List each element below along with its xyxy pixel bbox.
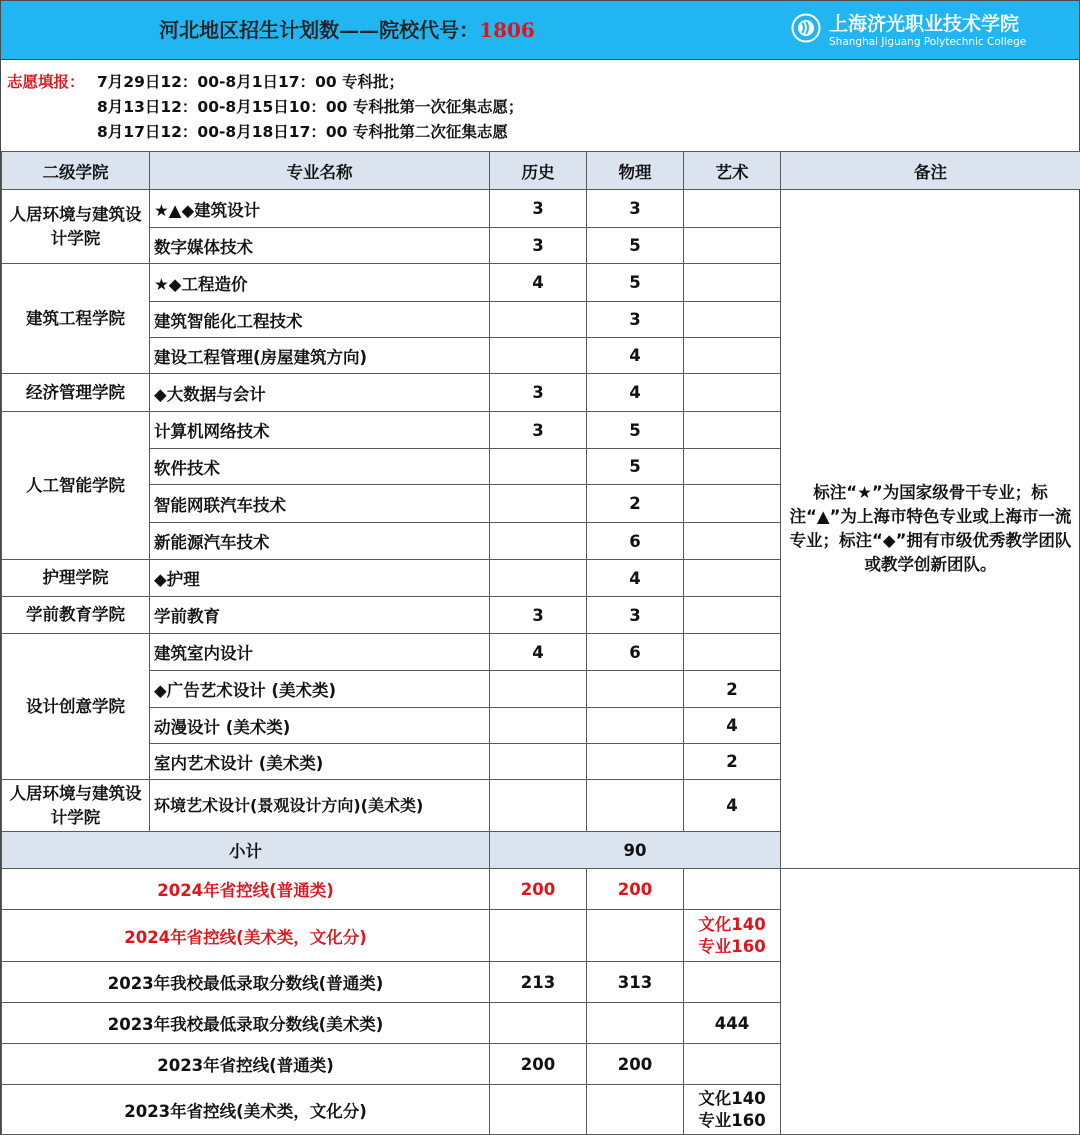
page-title: [1, 1, 693, 59]
college-cell: 人居环境与建筑设计学院: [2, 780, 150, 832]
physics-cell: 4: [587, 560, 684, 597]
col-header-college: 二级学院: [2, 152, 150, 190]
major-cell: 建设工程管理(房屋建筑方向): [150, 338, 490, 374]
history-cell: 4: [490, 264, 587, 302]
major-cell: 学前教育: [150, 597, 490, 634]
remark-empty-cell: [781, 869, 1080, 1135]
history-score: [490, 1085, 587, 1135]
art-cell: [684, 485, 781, 523]
schedule-label: 志愿填报：: [7, 73, 85, 91]
major-cell: 计算机网络技术: [150, 412, 490, 449]
score-label: 2024年省控线(美术类，文化分): [2, 910, 490, 962]
remark-cell: 标注“★”为国家级骨干专业；标注“▲”为上海市特色专业或上海市一流专业；标注“◆”拥有市级优秀教学团队或教学创新团队。: [781, 190, 1080, 869]
physics-cell: 6: [587, 634, 684, 671]
major-cell: ★▲◆建筑设计: [150, 190, 490, 228]
score-label: 2024年省控线(普通类): [2, 869, 490, 910]
subtotal-value: 90: [490, 832, 781, 869]
art-cell: [684, 634, 781, 671]
history-cell: 3: [490, 412, 587, 449]
col-header-physics: 物理: [587, 152, 684, 190]
header-banner: [1, 1, 1079, 60]
art-score: [684, 910, 781, 962]
history-cell: 3: [490, 597, 587, 634]
art-cell: [684, 449, 781, 485]
college-cell: 人居环境与建筑设计学院: [2, 190, 150, 264]
art-score: [684, 1044, 781, 1085]
col-header-art: 艺术: [684, 152, 781, 190]
major-cell: 建筑室内设计: [150, 634, 490, 671]
score-label: 2023年我校最低录取分数线(普通类): [2, 962, 490, 1003]
score-label: 2023年省控线(美术类，文化分): [2, 1085, 490, 1135]
art-cell: 2: [684, 744, 781, 780]
history-cell: [490, 523, 587, 560]
school-code: 1806: [479, 18, 535, 42]
major-cell: 室内艺术设计 (美术类): [150, 744, 490, 780]
history-score: 200: [490, 1044, 587, 1085]
history-cell: [490, 338, 587, 374]
schedule-line-3: 8月17日12：00-8月18日17：00 专科批第二次征集志愿: [97, 123, 508, 141]
physics-cell: [587, 671, 684, 708]
score-label: 2023年省控线(普通类): [2, 1044, 490, 1085]
history-score: [490, 910, 587, 962]
art-score-major: 专业160: [698, 1110, 766, 1130]
art-cell: [684, 302, 781, 338]
art-cell: [684, 374, 781, 412]
art-score: [684, 1085, 781, 1135]
college-cell: 护理学院: [2, 560, 150, 597]
major-cell: ◆护理: [150, 560, 490, 597]
college-cell: 经济管理学院: [2, 374, 150, 412]
college-cell: 建筑工程学院: [2, 264, 150, 374]
art-cell: [684, 338, 781, 374]
major-cell: ◆广告艺术设计 (美术类): [150, 671, 490, 708]
art-score: 444: [684, 1003, 781, 1044]
art-cell: [684, 597, 781, 634]
college-cell: 人工智能学院: [2, 412, 150, 560]
physics-cell: 6: [587, 523, 684, 560]
major-cell: 环境艺术设计(景观设计方向)(美术类): [150, 780, 490, 832]
art-cell: [684, 523, 781, 560]
table-row: [2, 190, 1080, 228]
physics-score: [587, 1085, 684, 1135]
history-cell: 3: [490, 190, 587, 228]
art-cell: 4: [684, 780, 781, 832]
history-score: 200: [490, 869, 587, 910]
history-cell: [490, 780, 587, 832]
history-cell: [490, 744, 587, 780]
art-score-major: 专业160: [698, 936, 766, 956]
art-score-culture: 文化140: [698, 914, 766, 934]
physics-cell: 3: [587, 302, 684, 338]
history-cell: [490, 708, 587, 744]
history-cell: 4: [490, 634, 587, 671]
art-cell: 4: [684, 708, 781, 744]
history-cell: [490, 302, 587, 338]
college-name-en: Shanghai Jiguang Polytechnic College: [829, 36, 1027, 48]
physics-cell: 5: [587, 228, 684, 264]
history-cell: [490, 485, 587, 523]
art-score-culture: 文化140: [698, 1088, 766, 1108]
physics-cell: [587, 780, 684, 832]
schedule-line-1: 7月29日12：00-8月1日17：00 专科批；: [97, 73, 405, 91]
major-cell: 建筑智能化工程技术: [150, 302, 490, 338]
physics-cell: 4: [587, 338, 684, 374]
art-cell: 2: [684, 671, 781, 708]
physics-cell: 5: [587, 412, 684, 449]
physics-cell: [587, 708, 684, 744]
art-cell: [684, 228, 781, 264]
college-cell: 学前教育学院: [2, 597, 150, 634]
major-cell: 动漫设计 (美术类): [150, 708, 490, 744]
schedule-line-2: 8月13日12：00-8月15日10：00 专科批第一次征集志愿；: [97, 98, 524, 116]
college-cell: 设计创意学院: [2, 634, 150, 780]
college-emblem-icon: [791, 13, 821, 43]
physics-cell: 3: [587, 597, 684, 634]
history-cell: [490, 449, 587, 485]
history-score: [490, 1003, 587, 1044]
physics-cell: 4: [587, 374, 684, 412]
col-header-history: 历史: [490, 152, 587, 190]
major-cell: ◆大数据与会计: [150, 374, 490, 412]
physics-cell: [587, 744, 684, 780]
art-cell: [684, 264, 781, 302]
major-cell: 智能网联汽车技术: [150, 485, 490, 523]
application-schedule: [1, 60, 1079, 150]
title-text: 河北地区招生计划数——院校代号：: [159, 18, 480, 42]
table-header-row: [2, 152, 1080, 190]
major-cell: 新能源汽车技术: [150, 523, 490, 560]
art-cell: [684, 560, 781, 597]
college-name-cn: 上海济光职业技术学院: [829, 13, 1020, 35]
physics-cell: 5: [587, 264, 684, 302]
physics-score: [587, 1003, 684, 1044]
history-cell: [490, 671, 587, 708]
art-cell: [684, 412, 781, 449]
art-score: [684, 962, 781, 1003]
major-cell: 数字媒体技术: [150, 228, 490, 264]
physics-score: 313: [587, 962, 684, 1003]
physics-score: 200: [587, 1044, 684, 1085]
score-row: [2, 869, 1080, 910]
history-cell: [490, 560, 587, 597]
history-cell: 3: [490, 374, 587, 412]
physics-cell: 5: [587, 449, 684, 485]
physics-cell: 3: [587, 190, 684, 228]
enrollment-plan-table: [1, 151, 1080, 1135]
subtotal-label: 小计: [2, 832, 490, 869]
col-header-remark: 备注: [781, 152, 1080, 190]
score-label: 2023年我校最低录取分数线(美术类): [2, 1003, 490, 1044]
major-cell: ★◆工程造价: [150, 264, 490, 302]
major-cell: 软件技术: [150, 449, 490, 485]
history-score: 213: [490, 962, 587, 1003]
history-cell: 3: [490, 228, 587, 264]
physics-score: 200: [587, 869, 684, 910]
physics-score: [587, 910, 684, 962]
col-header-major: 专业名称: [150, 152, 490, 190]
physics-cell: 2: [587, 485, 684, 523]
art-cell: [684, 190, 781, 228]
art-score: [684, 869, 781, 910]
